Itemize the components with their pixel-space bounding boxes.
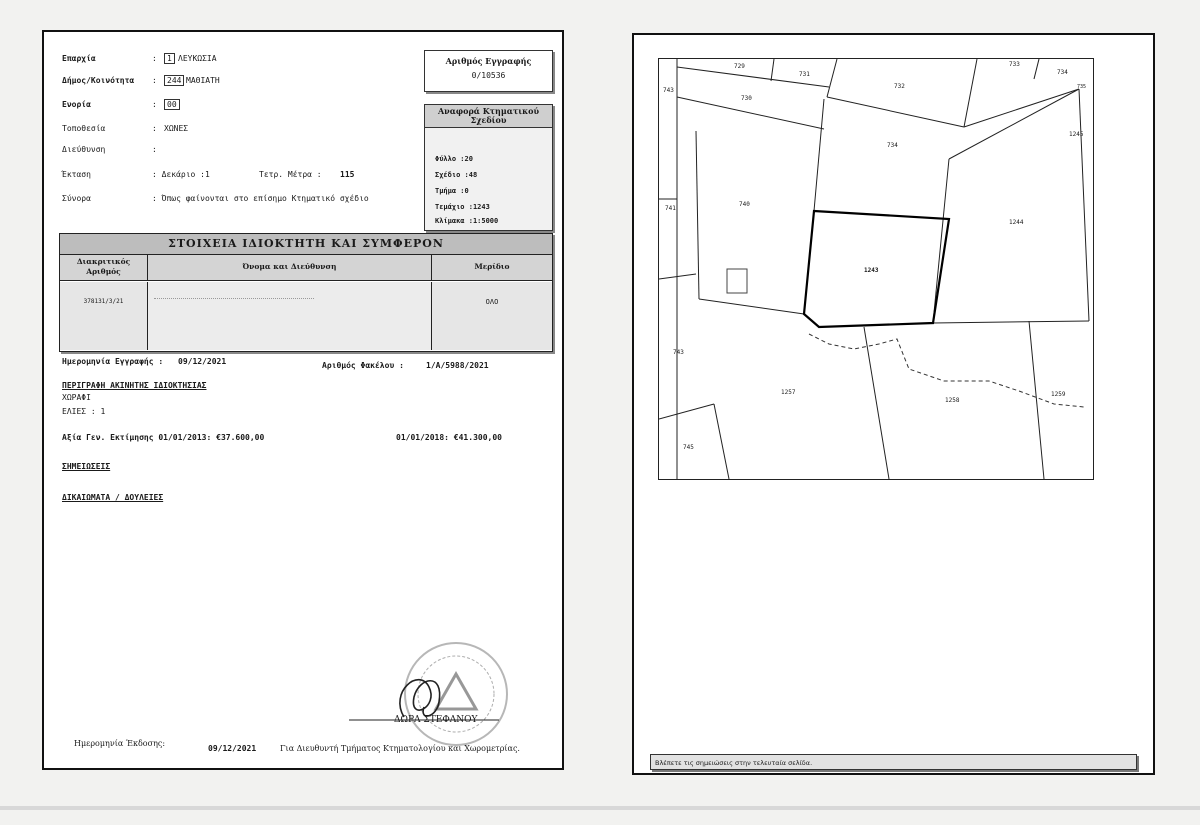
parcel-label: 743 [673,349,684,356]
parcel-label: 1245 [1069,131,1084,138]
parcel-label: 734 [1057,69,1068,76]
owner-table-heading: ΣΤΟΙΧΕΙΑ ΙΔΙΟΚΤΗΤΗ ΚΑΙ ΣΥΜΦΕΡΟΝ [60,234,552,255]
parcel-label: 729 [734,63,745,70]
issue-date-label: Ημερομηνία Έκδοσης: [74,739,166,748]
ref-row-parcel: Τεμάχιο :1243 [435,203,490,211]
borders-label: Σύνορα [62,194,91,203]
cadastral-map-page [632,33,1155,775]
file-no-label: Αριθμός Φακέλου : [322,361,404,370]
parcel-label: 732 [894,83,905,90]
ref-row-section: Τμήμα :0 [435,187,469,195]
parcel-label: 740 [739,201,750,208]
notes-heading: ΣΗΜΕΙΩΣΕΙΣ [62,462,111,471]
col-id-header: Διακριτικός Αριθμός [60,255,148,281]
file-no: 1/A/5988/2021 [426,361,489,370]
reg-date: 09/12/2021 [178,357,227,366]
description-line-1: ΧΩΡΑΦΙ [62,393,91,402]
locality-value: ΧΩΝΕΣ [164,124,189,133]
municipality-label: Δήμος/Κοινότητα [62,76,135,85]
ref-row-plan: Σχέδιο :48 [435,171,478,179]
valuation-2013: Αξία Γεν. Εκτίμησης 01/01/2013: €37.600,00 [62,433,265,442]
registration-title: Αριθμός Εγγραφής [445,56,532,66]
plan-reference-box [424,104,553,231]
registration-number: 0/10536 [471,71,506,80]
parcel-label-1243: 1243 [864,267,879,274]
rights-heading: ΔΙΚΑΙΩΜΑΤΑ / ΔΟΥΛΕΙΕΣ [62,493,164,502]
parcel-label: 741 [665,205,676,212]
ref-row-sheet: Φύλλο :20 [435,155,473,163]
parcel-label: 1257 [781,389,796,396]
locality-label: Τοποθεσία [62,124,106,133]
description-line-2: ΕΛΙΕΣ : 1 [62,407,106,416]
certificate-page: Επαρχία : 1 ΛΕΥΚΩΣΙΑ Δήμος/Κοινότητα : 244 ΜΑΘΙΑΤΗ Ενορία : 00 Τοποθεσία : ΧΩΝΕΣ Διεύθυνση : Έκταση : Δεκάριο :1 Τετρ. Μέτρα : 115 Σύνορα : Όπως φαίνονται στο επίσημο Κτηματικό σχέδιο Αριθμός Εγγραφής 0/10536 Αναφορά Κτηματικού Σχεδίου Φύλλο :20 Σχέδιο :48 Τμήμα :0 Τεμάχιο :1243 Κλίμακα :1:5000 ΣΤΟΙΧΕΙΑ ΙΔΙΟΚΤΗΤΗ ΚΑΙ ΣΥΜΦΕΡΟΝ Διακριτικός Αριθμός Όνομα και Διεύθυνση Μερίδιο 378131/3/21 ΟΛΟ Ημερομηνία Εγγραφής : 09/12/2021 Αριθμός Φακέλου : 1/A/5988/2021 ΠΕΡΙΓΡΑΦΗ ΑΚΙΝΗΤΗΣ ΙΔΙΟΚΤΗΣΙΑΣ ΧΩΡΑΦΙ ΕΛΙΕΣ : 1 Αξία Γεν. Εκτίμησης 01/01/2013: €37.600,00 01/01/2018: €41.300,00 ΣΗΜΕΙΩΣΕΙΣ ΔΙΚΑΙΩΜΑΤΑ / ΔΟΥΛΕΙΕΣ ΔΩΡΑ ΣΤΕΦΑΝΟΥ Ημερομηνία Έκδοσης: 09/12/2021 Για Διευθυντή Τμήματος Κτηματολογίου και Χωρομετρίας. [42,30,564,770]
province-label: Επαρχία [62,54,96,63]
parcel-label: 730 [741,95,752,102]
owner-id-cell: 378131/3/21 [60,282,148,350]
signature-name: ΔΩΡΑ ΣΤΕΦΑΝΟΥ [394,715,478,725]
parcel-label: 745 [683,444,694,451]
block-label: Ενορία [62,100,91,109]
sqm-label: Τετρ. Μέτρα : [259,170,322,179]
cadastral-map [658,58,1094,480]
block-code: 00 [164,99,180,110]
owner-share-cell: ΟΛΟ [432,282,552,350]
parcel-label: 731 [799,71,810,78]
municipality-code: 244 [164,75,184,86]
parcel-label: 1258 [945,397,960,404]
parcel-label: 743 [663,87,674,94]
parcel-label: 1244 [1009,219,1024,226]
col-name-header: Όνομα και Διεύθυνση [148,255,432,281]
owner-name-cell-redacted [148,282,432,350]
parcel-label: 1259 [1051,391,1066,398]
address-label: Διεύθυνση [62,145,106,154]
borders-value: : Όπως φαίνονται στο επίσημο Κτηματικό σχέδιο [152,194,369,203]
reg-date-label: Ημερομηνία Εγγραφής : [62,357,164,366]
col-share-header: Μερίδιο [432,255,552,281]
description-heading: ΠΕΡΙΓΡΑΦΗ ΑΚΙΝΗΤΗΣ ΙΔΙΟΚΤΗΣΙΑΣ [62,381,207,390]
area-value: : Δεκάριο :1 [152,170,210,179]
municipality-name: ΜΑΘΙΑΤΗ [186,76,220,85]
province-code: 1 [164,53,175,64]
registration-number-box [424,50,553,92]
issuer-line: Για Διευθυντή Τμήματος Κτηματολογίου και Χωρομετρίας. [280,744,520,753]
valuation-2018: 01/01/2018: €41.300,00 [396,433,502,442]
plan-reference-title: Αναφορά Κτηματικού Σχεδίου [425,105,552,128]
address-value: : [152,145,157,154]
sqm-value: 115 [340,170,355,179]
parcel-label: 735 [1077,84,1087,90]
issue-date: 09/12/2021 [208,744,257,753]
parcel-label: 733 [1009,61,1020,68]
scan-edge [0,806,1200,810]
province-name: ΛΕΥΚΩΣΙΑ [178,54,217,63]
parcel-label: 734 [887,142,898,149]
owner-table [59,233,553,352]
area-label: Έκταση [62,170,91,179]
map-footnote: Βλέπετε τις σημειώσεις στην τελευταία σελίδα. [650,754,1137,770]
ref-row-scale: Κλίμακα :1:5000 [435,217,499,225]
